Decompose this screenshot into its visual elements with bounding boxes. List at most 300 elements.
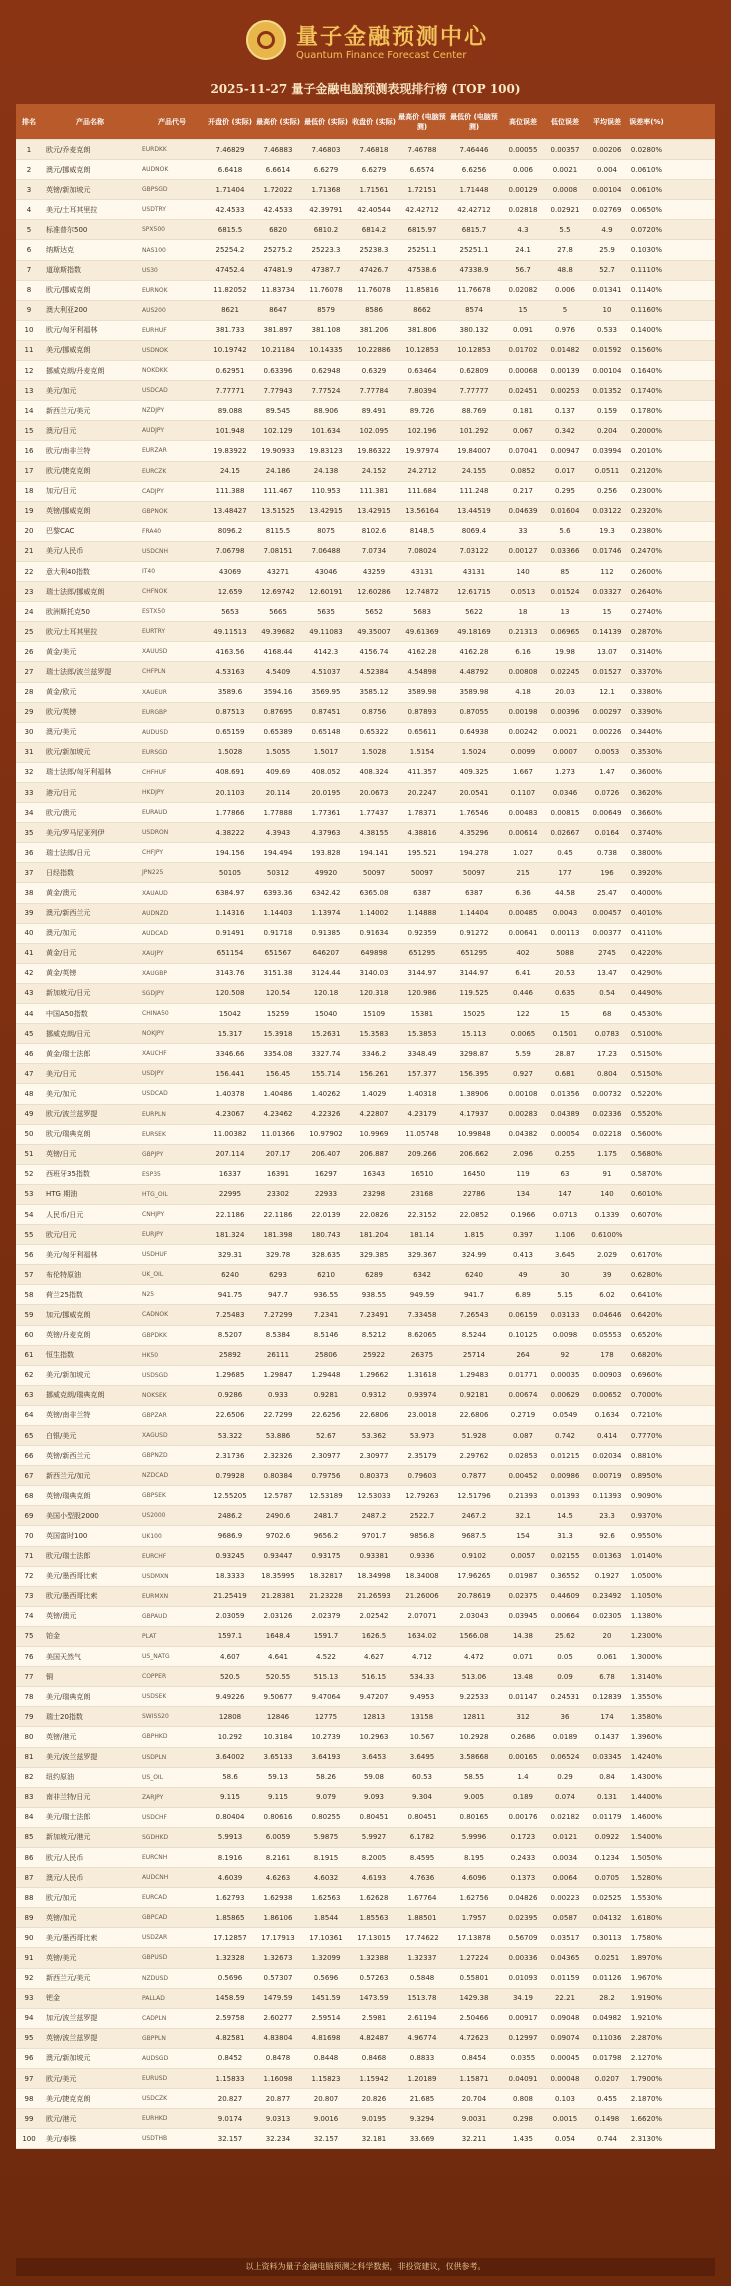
table-cell: 20.114 xyxy=(265,788,291,797)
table-cell: 0.01702 xyxy=(508,346,538,355)
table-row xyxy=(16,763,715,783)
table-cell: 美国天然气 xyxy=(46,1652,81,1661)
table-cell: 134 xyxy=(516,1190,530,1199)
table-cell: 0.02336 xyxy=(592,1110,622,1119)
table-cell: 178 xyxy=(600,1351,614,1360)
table-cell: 0.0021 xyxy=(552,165,578,174)
table-cell: 15.2631 xyxy=(311,1029,341,1038)
table-cell: 81 xyxy=(24,1753,34,1762)
table-cell: 1.62628 xyxy=(359,1893,389,1902)
table-cell: 0.00629 xyxy=(550,1391,580,1400)
table-cell: 8621 xyxy=(221,306,239,315)
table-cell: 43046 xyxy=(314,567,338,576)
table-cell: 黄金/瑞士法郎 xyxy=(46,1049,91,1058)
table-cell: 33.669 xyxy=(409,2134,435,2143)
table-cell: 65 xyxy=(24,1431,34,1440)
table-cell: 1626.5 xyxy=(361,1632,387,1641)
table-cell: 25238.3 xyxy=(359,246,389,255)
table-cell: AUDJPY xyxy=(142,427,165,435)
table-cell: 1.7580% xyxy=(630,1933,663,1942)
table-row xyxy=(16,361,715,381)
table-cell: 7.03122 xyxy=(459,547,489,556)
table-cell: 0.91718 xyxy=(263,929,293,938)
table-row xyxy=(16,662,715,682)
table-cell: 111.381 xyxy=(359,487,389,496)
table-cell: 人民币/日元 xyxy=(46,1210,84,1219)
table-row xyxy=(16,502,715,522)
table-cell: 0.6010% xyxy=(630,1190,663,1199)
table-cell: 10.9969 xyxy=(359,1130,389,1139)
table-cell: 25714 xyxy=(462,1351,486,1360)
table-cell: 0.091 xyxy=(512,326,534,335)
table-cell: 0.01093 xyxy=(508,1974,538,1983)
table-cell: 0.1723 xyxy=(510,1833,536,1842)
table-cell: 16391 xyxy=(266,1170,290,1179)
table-row xyxy=(16,783,715,803)
table-cell: 0.0511 xyxy=(594,467,620,476)
table-cell: EURSGD xyxy=(142,748,168,756)
table-row xyxy=(16,1607,715,1627)
table-cell: 15 xyxy=(518,306,528,315)
table-cell: 欧元/港元 xyxy=(46,2114,77,2123)
table-cell: 4.82487 xyxy=(359,2034,389,2043)
table-cell: USDPLN xyxy=(142,1753,167,1761)
table-cell: 挪威克朗/日元 xyxy=(46,1029,91,1038)
table-cell: 0.0280% xyxy=(630,145,663,154)
table-cell: 206.662 xyxy=(459,1150,489,1159)
table-cell: 0.11393 xyxy=(592,1491,622,1500)
table-cell: 1.435 xyxy=(512,2134,534,2143)
table-cell: 9.304 xyxy=(411,1793,433,1802)
table-cell: 2.32326 xyxy=(263,1451,293,1460)
table-cell: 22 xyxy=(24,567,34,576)
table-cell: 0.4290% xyxy=(630,969,663,978)
table-cell: 5665 xyxy=(269,607,287,616)
table-cell: 6289 xyxy=(365,1270,383,1279)
table-cell: 1.40378 xyxy=(215,1089,245,1098)
table-cell: EURHUF xyxy=(142,326,167,334)
table-cell: 4.9 xyxy=(601,225,613,234)
table-cell: 4.627 xyxy=(363,1652,385,1661)
table-cell: 15381 xyxy=(410,1009,434,1018)
table-cell: 0.0099 xyxy=(510,748,536,757)
table-cell: 澳大利亚200 xyxy=(46,306,88,315)
table-row xyxy=(16,1848,715,1868)
table-cell: 黄金/日元 xyxy=(46,949,77,958)
table-cell: USDCNH xyxy=(142,547,169,555)
table-cell: 美元/加元 xyxy=(46,1089,77,1098)
table-cell: 1.5028 xyxy=(217,748,243,757)
table-cell: 18.34008 xyxy=(405,1572,439,1581)
table-cell: 1.8544 xyxy=(313,1913,339,1922)
table-cell: 0.446 xyxy=(512,989,534,998)
table-cell: 11.01366 xyxy=(261,1130,295,1139)
table-cell: 96 xyxy=(24,2054,34,2063)
table-row xyxy=(16,462,715,482)
table-cell: 25223.3 xyxy=(311,246,341,255)
table-cell: 0.79603 xyxy=(407,1471,437,1480)
table-cell: 4.37963 xyxy=(311,828,341,837)
table-cell: 20.0673 xyxy=(359,788,389,797)
table-cell: 1.5530% xyxy=(630,1893,663,1902)
table-cell: 0.79928 xyxy=(215,1471,245,1480)
table-cell: 9.0016 xyxy=(313,2114,339,2123)
table-cell: US_NATG xyxy=(142,1653,170,1661)
table-cell: 0.03345 xyxy=(592,1753,622,1762)
column-header: 最低价 (实际) xyxy=(304,117,348,126)
table-cell: 29 xyxy=(24,708,34,717)
table-cell: 0.074 xyxy=(554,1793,576,1802)
table-cell: 24.2712 xyxy=(407,467,437,476)
table-cell: 0.6280% xyxy=(630,1270,663,1279)
table-cell: 0.02155 xyxy=(550,1552,580,1561)
table-cell: 8.4595 xyxy=(409,1853,435,1862)
table-cell: 欧元/乔麦克朗 xyxy=(46,145,91,154)
table-row xyxy=(16,1105,715,1125)
table-cell: 53 xyxy=(24,1190,34,1199)
table-cell: 520.55 xyxy=(265,1672,291,1681)
table-cell: 0.87695 xyxy=(263,708,293,717)
table-cell: 0.01159 xyxy=(550,1974,580,1983)
table-cell: 14 xyxy=(24,406,34,415)
table-cell: 1.15871 xyxy=(459,2074,489,2083)
table-cell: 1.4400% xyxy=(630,1793,663,1802)
table-cell: 12.74872 xyxy=(405,587,439,596)
table-row xyxy=(16,2109,715,2129)
table-cell: 7.80394 xyxy=(407,386,437,395)
table-cell: 49 xyxy=(518,1270,528,1279)
table-cell: 瑞士法郎/波兰兹罗提 xyxy=(46,667,112,676)
table-row xyxy=(16,1587,715,1607)
table-cell: 32.1 xyxy=(515,1511,531,1520)
table-cell: 5.59 xyxy=(515,1049,531,1058)
table-cell: 42.42712 xyxy=(405,205,439,214)
table-cell: 42.40544 xyxy=(357,205,391,214)
table-cell: 1.32673 xyxy=(263,1953,293,1962)
table-cell: 0.00917 xyxy=(508,2014,538,2023)
table-cell: 0.087 xyxy=(512,1431,534,1440)
table-cell: 0.1339 xyxy=(594,1210,620,1219)
table-cell: 13.42915 xyxy=(357,507,391,516)
table-cell: 25.9 xyxy=(599,246,615,255)
table-cell: 7.2341 xyxy=(313,1310,339,1319)
table-cell: 0.0513 xyxy=(510,587,536,596)
table-cell: 新加坡元/日元 xyxy=(46,989,91,998)
table-cell: 8.5207 xyxy=(217,1331,243,1340)
table-row xyxy=(16,220,715,240)
table-cell: 25 xyxy=(24,627,34,636)
table-cell: 75 xyxy=(24,1632,34,1641)
table-cell: 83 xyxy=(24,1793,34,1802)
table-cell: 59 xyxy=(24,1310,34,1319)
table-cell: 63 xyxy=(24,1391,34,1400)
table-cell: 0.189 xyxy=(512,1793,534,1802)
table-cell: 24.1 xyxy=(515,246,531,255)
table-cell: 美国小型股2000 xyxy=(46,1511,99,1520)
table-cell: 43271 xyxy=(266,567,290,576)
table-cell: 47481.9 xyxy=(263,266,293,275)
table-cell: 157.377 xyxy=(407,1069,437,1078)
table-row xyxy=(16,984,715,1004)
table-cell: 52.7 xyxy=(599,266,615,275)
table-cell: 0.09 xyxy=(557,1672,573,1681)
table-cell: 0.93245 xyxy=(215,1552,245,1561)
table-cell: 6815.97 xyxy=(407,225,437,234)
table-cell: EURCNH xyxy=(142,1854,168,1862)
table-cell: 0.298 xyxy=(512,2114,534,2123)
table-cell: 铂金 xyxy=(46,1632,60,1641)
table-cell: 0.06159 xyxy=(508,1310,538,1319)
table-cell: 20.2247 xyxy=(407,788,437,797)
table-cell: 0.01524 xyxy=(550,587,580,596)
table-cell: 道琼斯指数 xyxy=(46,266,81,275)
table-cell: 0.6960% xyxy=(630,1371,663,1380)
table-cell: 18.3333 xyxy=(215,1572,245,1581)
table-cell: 3298.87 xyxy=(459,1049,489,1058)
table-cell: CADJPY xyxy=(142,487,164,495)
table-cell: 0.295 xyxy=(554,487,576,496)
table-cell: CHFJPY xyxy=(142,849,164,857)
table-row xyxy=(16,944,715,964)
table-cell: 0.01393 xyxy=(550,1491,580,1500)
table-cell: 4.3 xyxy=(517,225,529,234)
table-cell: 2490.6 xyxy=(265,1511,291,1520)
table-cell: 0.01341 xyxy=(592,286,622,295)
table-cell: 2.3130% xyxy=(630,2134,663,2143)
table-cell: 3346.2 xyxy=(361,1049,387,1058)
table-cell: 0.24531 xyxy=(550,1692,580,1701)
table-cell: 1.72022 xyxy=(263,185,293,194)
table-cell: 1.77866 xyxy=(215,808,245,817)
table-row xyxy=(16,160,715,180)
table-cell: 0.03517 xyxy=(550,1933,580,1942)
table-cell: 0.0121 xyxy=(552,1833,578,1842)
table-cell: 8102.6 xyxy=(361,527,387,536)
table-cell: GBPCAD xyxy=(142,1914,168,1922)
table-cell: 1.5400% xyxy=(630,1833,663,1842)
table-cell: 0.02375 xyxy=(508,1592,538,1601)
table-cell: CHINA50 xyxy=(142,1010,169,1018)
table-cell: 90 xyxy=(24,1933,34,1942)
table-cell: 5653 xyxy=(221,607,239,616)
table-cell: 111.388 xyxy=(215,487,245,496)
table-cell: 0.808 xyxy=(512,2094,534,2103)
table-cell: 92 xyxy=(24,1974,34,1983)
table-cell: US30 xyxy=(142,266,158,274)
table-cell: 2.03043 xyxy=(459,1612,489,1621)
table-cell: 177 xyxy=(558,868,572,877)
table-cell: 0.80451 xyxy=(359,1813,389,1822)
table-cell: 8 xyxy=(26,286,32,295)
table-cell: 6365.08 xyxy=(359,889,389,898)
table-cell: 澳元/日元 xyxy=(46,426,77,435)
table-cell: 9.0174 xyxy=(217,2114,243,2123)
table-cell: 0.00674 xyxy=(508,1391,538,1400)
table-cell: 英镑/新西兰元 xyxy=(46,1451,91,1460)
table-cell: 0.00732 xyxy=(592,1089,622,1098)
table-cell: 1.667 xyxy=(512,768,534,777)
table-cell: 0.57307 xyxy=(263,1974,293,1983)
table-row xyxy=(16,743,715,763)
table-cell: 0.11036 xyxy=(592,2034,622,2043)
table-cell: 欧元/瑞士法郎 xyxy=(46,1552,91,1561)
table-cell: 0.00815 xyxy=(550,808,580,817)
table-cell: 1.62563 xyxy=(311,1893,341,1902)
table-cell: 0.36552 xyxy=(550,1572,580,1581)
table-cell: 钯金 xyxy=(46,1994,60,2003)
table-cell: 52.67 xyxy=(315,1431,337,1440)
table-cell: 2.30977 xyxy=(359,1451,389,1460)
table-cell: 0.00808 xyxy=(508,667,538,676)
table-cell: 4.81698 xyxy=(311,2034,341,2043)
table-cell: 3.6495 xyxy=(409,1753,435,1762)
table-cell: 14.5 xyxy=(557,1511,573,1520)
table-row xyxy=(16,2029,715,2049)
table-cell: 4.641 xyxy=(267,1652,289,1661)
table-cell: 10.12853 xyxy=(457,346,491,355)
table-cell: 英镑/瑞典克朗 xyxy=(46,1491,91,1500)
table-cell: 0.006 xyxy=(512,165,534,174)
table-cell: 0.01179 xyxy=(592,1813,622,1822)
table-cell: 11.76078 xyxy=(357,286,391,295)
table-cell: 0.01604 xyxy=(550,507,580,516)
table-cell: 1.273 xyxy=(554,768,576,777)
table-cell: USDMXN xyxy=(142,1572,169,1580)
table-cell: 0.93447 xyxy=(263,1552,293,1561)
table-cell: 68 xyxy=(24,1491,34,1500)
table-cell: 10.99848 xyxy=(457,1130,491,1139)
table-row xyxy=(16,1245,715,1265)
table-cell: 22995 xyxy=(218,1190,242,1199)
table-cell: 6820 xyxy=(269,225,287,234)
table-row xyxy=(16,1326,715,1346)
table-cell: 0.0783 xyxy=(594,1029,620,1038)
table-cell: 0.02769 xyxy=(592,205,622,214)
table-cell: 6387 xyxy=(413,889,431,898)
table-cell: 9.49226 xyxy=(215,1692,245,1701)
table-cell: 4.6263 xyxy=(265,1873,291,1882)
table-cell: 欧元/英镑 xyxy=(46,708,77,717)
table-cell: 0.9102 xyxy=(461,1552,487,1561)
table-cell: 9.005 xyxy=(463,1793,485,1802)
table-row xyxy=(16,562,715,582)
table-cell: 0.0355 xyxy=(510,2054,536,2063)
table-cell: 42.39791 xyxy=(309,205,343,214)
table-cell: 1.4300% xyxy=(630,1773,663,1782)
table-cell: 25922 xyxy=(362,1351,386,1360)
table-cell: 0.7000% xyxy=(630,1391,663,1400)
table-cell: 22.21 xyxy=(554,1994,576,2003)
table-cell: 59.13 xyxy=(267,1773,289,1782)
table-cell: 0.21393 xyxy=(508,1491,538,1500)
table-cell: 6810.2 xyxy=(313,225,339,234)
table-cell: CADPLN xyxy=(142,2014,167,2022)
table-cell: 19.98 xyxy=(554,647,576,656)
table-cell: 7.06798 xyxy=(215,547,245,556)
table-cell: 美元/捷克克朗 xyxy=(46,2094,91,2103)
table-row xyxy=(16,883,715,903)
table-cell: 8.2005 xyxy=(361,1853,387,1862)
table-cell: 0.65389 xyxy=(263,728,293,737)
table-cell: 1.71404 xyxy=(215,185,245,194)
table-cell: 0.5150% xyxy=(630,1049,663,1058)
table-cell: 20 xyxy=(24,527,34,536)
table-cell: 23.3 xyxy=(599,1511,615,1520)
table-cell: 0.0610% xyxy=(630,185,663,194)
table-cell: AUDNZD xyxy=(142,909,169,917)
table-cell: 89.726 xyxy=(409,406,435,415)
table-cell: 20.1103 xyxy=(215,788,245,797)
table-cell: 0.23492 xyxy=(592,1592,622,1601)
table-cell: 11.76078 xyxy=(309,286,343,295)
table-cell: 2487.2 xyxy=(361,1511,387,1520)
table-cell: 12 xyxy=(24,366,34,375)
table-cell: 8.1916 xyxy=(217,1853,243,1862)
table-cell: 12.51796 xyxy=(457,1491,491,1500)
table-cell: USDCAD xyxy=(142,387,168,395)
table-cell: 0.8454 xyxy=(461,2054,487,2063)
table-cell: 79 xyxy=(24,1712,34,1721)
table-cell: 英镑/美元 xyxy=(46,1953,77,1962)
table-row xyxy=(16,602,715,622)
table-cell: 8.1915 xyxy=(313,1853,339,1862)
table-cell: 欧元/日元 xyxy=(46,1230,77,1239)
table-cell: 1 xyxy=(26,145,32,154)
table-cell: 1.77361 xyxy=(311,808,341,817)
table-cell: USDNOK xyxy=(142,346,168,354)
table-cell: PLAT xyxy=(142,1632,157,1640)
table-cell: 3585.12 xyxy=(359,688,389,697)
table-cell: 0.5600% xyxy=(630,1130,663,1139)
table-cell: 10.3184 xyxy=(263,1732,293,1741)
table-row xyxy=(16,1868,715,1888)
table-cell: 0.00664 xyxy=(550,1612,580,1621)
table-cell: 10 xyxy=(602,306,612,315)
table-cell: 194.278 xyxy=(459,848,489,857)
table-cell: 0.01771 xyxy=(508,1371,538,1380)
table-cell: 2.31736 xyxy=(215,1451,245,1460)
table-cell: 0.5870% xyxy=(630,1170,663,1179)
table-cell: 4.51037 xyxy=(311,667,341,676)
table-cell: 70 xyxy=(24,1532,34,1541)
table-cell: 0.9336 xyxy=(409,1552,435,1561)
table-cell: 9.47207 xyxy=(359,1692,389,1701)
table-cell: 5.9927 xyxy=(361,1833,387,1842)
table-cell: 2.096 xyxy=(512,1150,534,1159)
table-cell: 17.13878 xyxy=(457,1933,491,1942)
table-cell: 0.00614 xyxy=(508,828,538,837)
table-cell: 美元/瑞典克朗 xyxy=(46,1692,91,1701)
table-cell: 0.3600% xyxy=(630,768,663,777)
table-cell: 15.3918 xyxy=(263,1029,293,1038)
table-cell: 0.067 xyxy=(512,426,534,435)
table-cell: 0.02525 xyxy=(592,1893,622,1902)
table-cell: 0.12997 xyxy=(508,2034,538,2043)
table-cell: 1.71561 xyxy=(359,185,389,194)
table-cell: 6.36 xyxy=(515,889,531,898)
table-cell: 1.86106 xyxy=(263,1913,293,1922)
table-cell: 0.1640% xyxy=(630,366,663,375)
table-cell: EURCHF xyxy=(142,1552,167,1560)
table-cell: 欧元/新加坡元 xyxy=(46,748,91,757)
table-cell: 10.19742 xyxy=(213,346,247,355)
table-cell: 12.1 xyxy=(599,688,615,697)
table-cell: 欧洲斯托克50 xyxy=(46,607,90,616)
table-cell: 32 xyxy=(24,768,34,777)
table-cell: 6.1782 xyxy=(409,1833,435,1842)
table-cell: 25892 xyxy=(218,1351,242,1360)
table-cell: 1.3580% xyxy=(630,1712,663,1721)
